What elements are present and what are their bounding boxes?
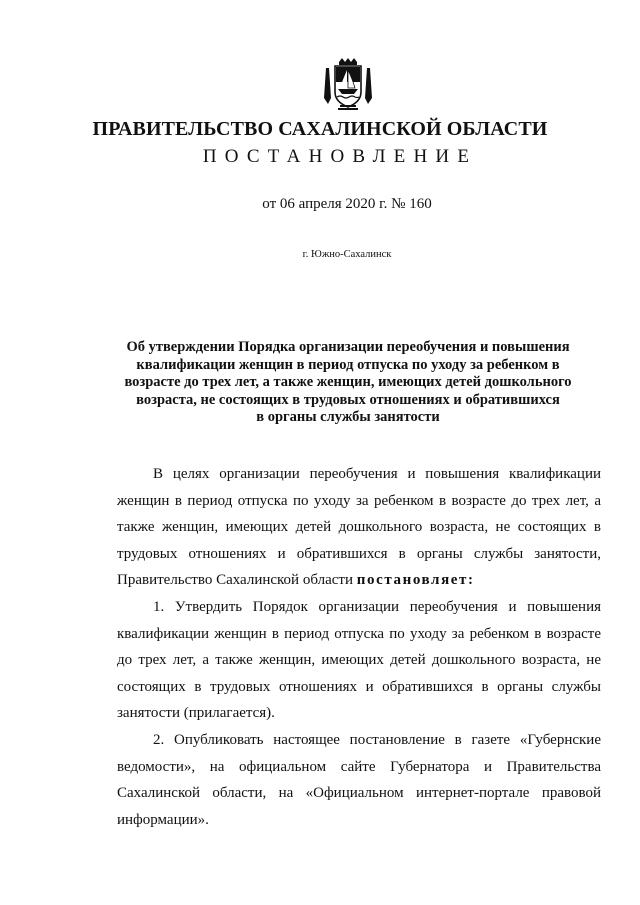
- body-line: 1. Утвердить Порядок организации переобучения и повышения: [153, 598, 601, 615]
- body-line: 2. Опубликовать настоящее постановление в газете «Губернские: [153, 731, 601, 748]
- item-1-paragraph: [117, 594, 601, 727]
- subject-line: в органы службы занятости: [256, 409, 440, 425]
- body-line: Сахалинской области, на «Официальном интернет-портале правовой: [117, 785, 601, 802]
- decree-word: постановляет:: [356, 572, 475, 589]
- body-line: женщин в период отпуска по уходу за ребенком в возрасте до трех лет, а: [117, 492, 601, 509]
- body-line: [117, 567, 601, 594]
- document-city: г. Южно-Сахалинск: [302, 249, 392, 260]
- item-2-paragraph: [117, 727, 601, 833]
- document-type: ПОСТАНОВЛЕНИЕ: [202, 146, 478, 167]
- organization-title: ПРАВИТЕЛЬСТВО САХАЛИНСКОЙ ОБЛАСТИ: [92, 118, 548, 140]
- body-line: занятости (прилагается).: [117, 705, 275, 722]
- preamble-subject: Правительство Сахалинской области: [117, 572, 357, 589]
- body-line: квалификации женщин в период отпуска по уходу за ребенком в возрасте: [117, 625, 601, 642]
- subject-line: возрасте до трех лет, а также женщин, имеющих детей дошкольного: [124, 374, 572, 390]
- body-line: В целях организации переобучения и повышения квалификации: [153, 466, 601, 482]
- subject-line: квалификации женщин в период отпуска по уходу за ребенком в: [136, 356, 560, 373]
- document-date-number: от 06 апреля 2020 г. № 160: [262, 196, 432, 212]
- subject-line: возраста, не состоящих в трудовых отношениях и обратившихся: [136, 391, 560, 408]
- coat-of-arms-icon: [320, 58, 376, 110]
- body-line: информации».: [117, 811, 209, 828]
- document-subject: [92, 339, 604, 427]
- body-line: состоящих в трудовых отношениях и обратившихся в органы службы: [117, 678, 601, 695]
- body-line: трудовых отношениях и обратившихся в органы службы занятости,: [117, 545, 601, 562]
- body-line: также женщин, имеющих детей дошкольного возраста, не состоящих в: [117, 519, 601, 536]
- subject-line: Об утверждении Порядка организации переобучения и повышения: [126, 339, 570, 355]
- body-line: до трех лет, а также женщин, имеющих детей дошкольного возраста, не: [117, 652, 601, 669]
- preamble-paragraph: [117, 461, 601, 594]
- body-line: ведомости», на официальном сайте Губернатора и Правительства: [117, 758, 601, 775]
- document-body: [117, 461, 601, 833]
